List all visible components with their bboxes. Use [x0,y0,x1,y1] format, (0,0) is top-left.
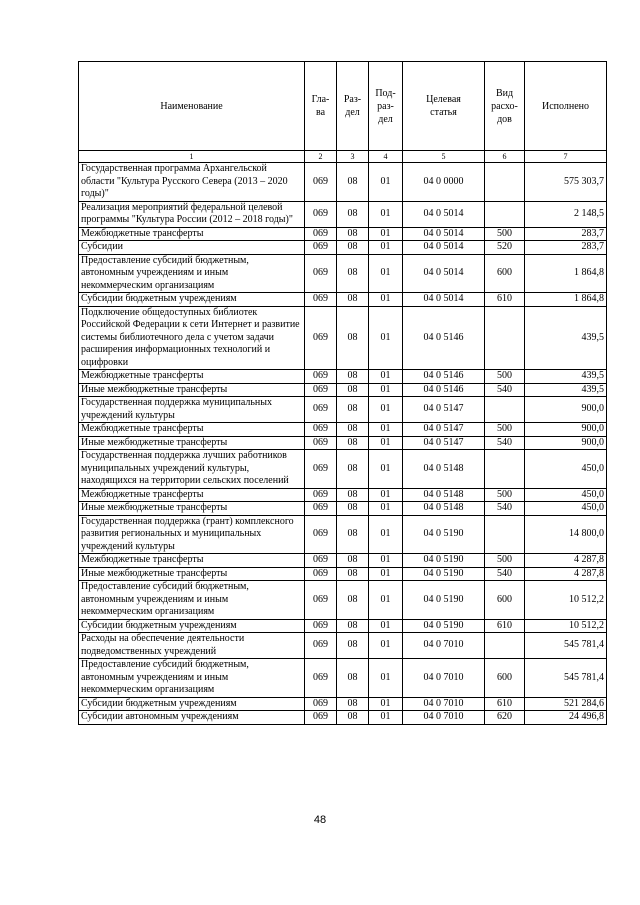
table-row [79,436,607,450]
row-amount: 575 303,7 [525,163,607,202]
row-section: 08 [337,450,369,489]
column-number: 7 [525,151,607,163]
row-chapter: 069 [305,254,337,293]
row-amount: 1 864,8 [525,254,607,293]
row-expense-type: 610 [485,293,525,307]
row-subsection: 01 [369,697,403,711]
row-target: 04 0 5147 [403,423,485,437]
table-row [79,254,607,293]
table-row [79,633,607,659]
row-expense-type: 540 [485,502,525,516]
header-subsection: Под- раз- дел [369,62,403,151]
row-name: Межбюджетные трансферты [79,488,305,502]
row-chapter: 069 [305,581,337,620]
row-subsection: 01 [369,581,403,620]
table-row [79,370,607,384]
table-row [79,488,607,502]
row-chapter: 069 [305,619,337,633]
table-row [79,567,607,581]
row-target: 04 0 5146 [403,370,485,384]
table-row [79,397,607,423]
row-name: Предоставление субсидий бюджетным, автономным учреждениям и иным некоммерческим организациям [79,254,305,293]
row-section: 08 [337,697,369,711]
row-target: 04 0 5148 [403,488,485,502]
row-name: Государственная программа Архангельской области "Культура Русского Севера (2013 – 2020 годы)" [79,163,305,202]
row-target: 04 0 5190 [403,581,485,620]
row-target: 04 0 5147 [403,397,485,423]
row-target: 04 0 5148 [403,450,485,489]
row-chapter: 069 [305,241,337,255]
header-expense-type: Вид расхо- дов [485,62,525,151]
row-target: 04 0 5146 [403,383,485,397]
row-subsection: 01 [369,423,403,437]
row-section: 08 [337,488,369,502]
table-row [79,293,607,307]
row-section: 08 [337,619,369,633]
row-section: 08 [337,515,369,554]
row-target: 04 0 5014 [403,293,485,307]
row-amount: 24 496,8 [525,711,607,725]
row-subsection: 01 [369,711,403,725]
row-expense-type [485,306,525,370]
row-amount: 545 781,4 [525,633,607,659]
row-subsection: 01 [369,227,403,241]
row-chapter: 069 [305,711,337,725]
table-row [79,163,607,202]
row-amount: 439,5 [525,370,607,384]
row-amount: 10 512,2 [525,619,607,633]
table-body [79,163,607,725]
table-row [79,554,607,568]
row-target: 04 0 7010 [403,659,485,698]
header-target: Целевая статья [403,62,485,151]
row-subsection: 01 [369,306,403,370]
header-name: Наименование [79,62,305,151]
row-amount: 450,0 [525,488,607,502]
table-row [79,515,607,554]
row-subsection: 01 [369,436,403,450]
row-chapter: 069 [305,515,337,554]
row-name: Иные межбюджетные трансферты [79,567,305,581]
row-subsection: 01 [369,502,403,516]
row-section: 08 [337,383,369,397]
row-name: Субсидии бюджетным учреждениям [79,697,305,711]
column-number: 4 [369,151,403,163]
row-amount: 283,7 [525,227,607,241]
row-section: 08 [337,201,369,227]
row-expense-type: 500 [485,488,525,502]
table-header-row [79,62,607,151]
row-expense-type [485,450,525,489]
row-expense-type: 540 [485,567,525,581]
row-expense-type: 540 [485,383,525,397]
row-target: 04 0 5190 [403,515,485,554]
row-chapter: 069 [305,423,337,437]
column-number: 6 [485,151,525,163]
row-expense-type: 500 [485,554,525,568]
row-name: Предоставление субсидий бюджетным, автономным учреждениям и иным некоммерческим организациям [79,581,305,620]
row-section: 08 [337,370,369,384]
row-section: 08 [337,554,369,568]
row-amount: 900,0 [525,397,607,423]
table-row [79,241,607,255]
row-expense-type: 540 [485,436,525,450]
row-target: 04 0 5014 [403,254,485,293]
header-executed: Исполнено [525,62,607,151]
row-subsection: 01 [369,241,403,255]
row-section: 08 [337,633,369,659]
row-name: Иные межбюджетные трансферты [79,383,305,397]
row-section: 08 [337,241,369,255]
row-section: 08 [337,436,369,450]
row-subsection: 01 [369,450,403,489]
row-section: 08 [337,254,369,293]
row-section: 08 [337,567,369,581]
row-name: Реализация мероприятий федеральной целевой программы "Культура России (2012 – 2018 годы)" [79,201,305,227]
row-amount: 1 864,8 [525,293,607,307]
table-row [79,423,607,437]
row-chapter: 069 [305,397,337,423]
row-target: 04 0 0000 [403,163,485,202]
column-number-row [79,151,607,163]
table-row [79,697,607,711]
row-chapter: 069 [305,488,337,502]
row-amount: 545 781,4 [525,659,607,698]
row-section: 08 [337,581,369,620]
row-name: Государственная поддержка лучших работников муниципальных учреждений культуры, находящихся на территории сельских поселений [79,450,305,489]
row-target: 04 0 7010 [403,633,485,659]
row-name: Государственная поддержка муниципальных учреждений культуры [79,397,305,423]
row-expense-type: 500 [485,370,525,384]
row-name: Межбюджетные трансферты [79,554,305,568]
table-row [79,306,607,370]
table-row [79,227,607,241]
row-target: 04 0 5147 [403,436,485,450]
row-expense-type: 600 [485,581,525,620]
row-amount: 4 287,8 [525,554,607,568]
row-name: Подключение общедоступных библиотек Российской Федерации к сети Интернет и развитие системы библиотечного дела с учетом задачи расширения информационных технологий и оцифровки [79,306,305,370]
table-row [79,659,607,698]
row-section: 08 [337,397,369,423]
row-amount: 439,5 [525,306,607,370]
row-section: 08 [337,659,369,698]
page-number: 48 [313,814,327,826]
row-expense-type [485,397,525,423]
row-target: 04 0 5014 [403,227,485,241]
row-name: Межбюджетные трансферты [79,227,305,241]
row-chapter: 069 [305,163,337,202]
table-row [79,502,607,516]
row-amount: 900,0 [525,436,607,450]
row-name: Субсидии [79,241,305,255]
row-chapter: 069 [305,383,337,397]
row-expense-type: 600 [485,659,525,698]
row-section: 08 [337,306,369,370]
row-chapter: 069 [305,450,337,489]
row-amount: 521 284,6 [525,697,607,711]
row-subsection: 01 [369,659,403,698]
row-target: 04 0 5148 [403,502,485,516]
row-subsection: 01 [369,383,403,397]
row-expense-type: 500 [485,227,525,241]
column-number: 2 [305,151,337,163]
row-amount: 2 148,5 [525,201,607,227]
row-amount: 450,0 [525,502,607,516]
row-name: Межбюджетные трансферты [79,423,305,437]
row-subsection: 01 [369,488,403,502]
table-row [79,201,607,227]
row-name: Предоставление субсидий бюджетным, автономным учреждениям и иным некоммерческим организациям [79,659,305,698]
row-subsection: 01 [369,293,403,307]
row-amount: 283,7 [525,241,607,255]
row-expense-type: 500 [485,423,525,437]
row-target: 04 0 7010 [403,697,485,711]
row-chapter: 069 [305,567,337,581]
row-name: Иные межбюджетные трансферты [79,502,305,516]
row-chapter: 069 [305,697,337,711]
table-row [79,450,607,489]
table-row [79,383,607,397]
row-amount: 10 512,2 [525,581,607,620]
row-chapter: 069 [305,633,337,659]
row-subsection: 01 [369,619,403,633]
row-subsection: 01 [369,254,403,293]
row-chapter: 069 [305,227,337,241]
row-section: 08 [337,423,369,437]
row-expense-type [485,633,525,659]
header-chapter: Гла- ва [305,62,337,151]
row-name: Субсидии бюджетным учреждениям [79,619,305,633]
row-section: 08 [337,293,369,307]
row-target: 04 0 5190 [403,554,485,568]
row-chapter: 069 [305,436,337,450]
row-target: 04 0 5190 [403,619,485,633]
row-subsection: 01 [369,201,403,227]
row-chapter: 069 [305,502,337,516]
row-chapter: 069 [305,306,337,370]
row-subsection: 01 [369,163,403,202]
row-chapter: 069 [305,201,337,227]
row-name: Расходы на обеспечение деятельности подведомственных учреждений [79,633,305,659]
row-name: Межбюджетные трансферты [79,370,305,384]
row-expense-type: 620 [485,711,525,725]
row-subsection: 01 [369,397,403,423]
row-name: Иные межбюджетные трансферты [79,436,305,450]
row-subsection: 01 [369,515,403,554]
row-section: 08 [337,163,369,202]
table-row [79,711,607,725]
row-chapter: 069 [305,554,337,568]
column-number: 1 [79,151,305,163]
row-amount: 4 287,8 [525,567,607,581]
row-expense-type: 600 [485,254,525,293]
row-target: 04 0 5146 [403,306,485,370]
row-section: 08 [337,227,369,241]
column-number: 5 [403,151,485,163]
row-expense-type [485,201,525,227]
row-name: Государственная поддержка (грант) комплексного развития региональных и муниципальных учреждений культуры [79,515,305,554]
row-chapter: 069 [305,370,337,384]
budget-table [78,61,607,725]
row-expense-type: 610 [485,697,525,711]
row-name: Субсидии автономным учреждениям [79,711,305,725]
row-name: Субсидии бюджетным учреждениям [79,293,305,307]
row-chapter: 069 [305,659,337,698]
row-amount: 14 800,0 [525,515,607,554]
row-expense-type: 610 [485,619,525,633]
row-subsection: 01 [369,633,403,659]
row-amount: 900,0 [525,423,607,437]
row-target: 04 0 5014 [403,201,485,227]
row-subsection: 01 [369,554,403,568]
header-section: Раз- дел [337,62,369,151]
row-chapter: 069 [305,293,337,307]
row-subsection: 01 [369,370,403,384]
row-section: 08 [337,502,369,516]
row-section: 08 [337,711,369,725]
row-amount: 439,5 [525,383,607,397]
row-subsection: 01 [369,567,403,581]
row-target: 04 0 5014 [403,241,485,255]
row-target: 04 0 5190 [403,567,485,581]
row-expense-type [485,163,525,202]
column-number: 3 [337,151,369,163]
row-expense-type [485,515,525,554]
table-row [79,619,607,633]
row-expense-type: 520 [485,241,525,255]
row-amount: 450,0 [525,450,607,489]
row-target: 04 0 7010 [403,711,485,725]
table-row [79,581,607,620]
